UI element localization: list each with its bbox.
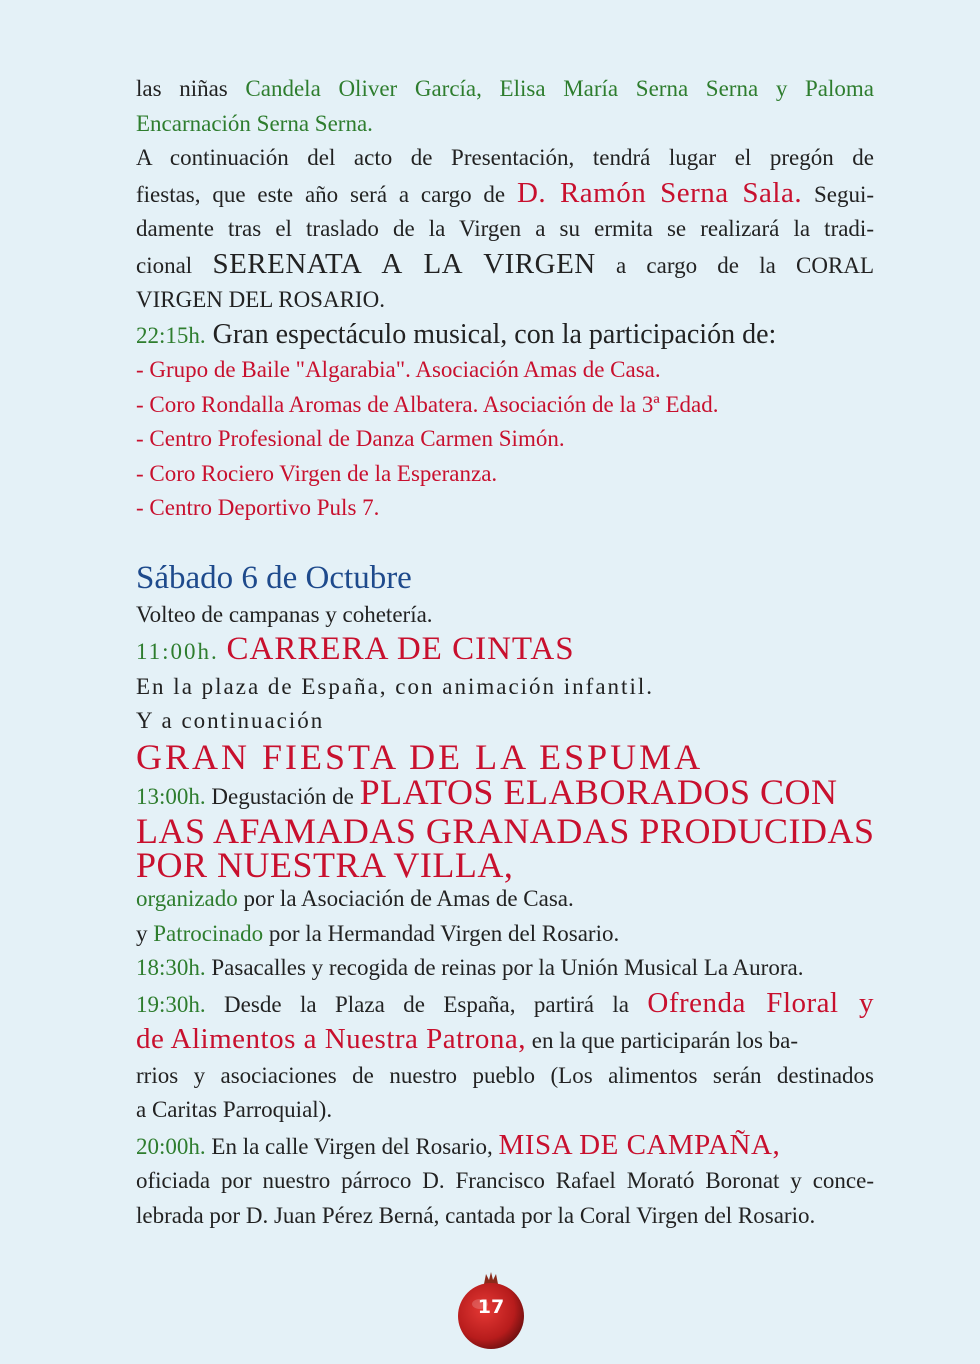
list-item: - Coro Rondalla Aromas de Albatera. Asociación de la 3ª Edad. — [136, 391, 719, 417]
event-title: LAS AFAMADAS GRANADAS PRODUCIDAS — [136, 811, 875, 851]
event-title: CARRERA DE CINTAS — [226, 631, 575, 667]
event-title: MISA DE CAMPAÑA, — [498, 1128, 781, 1161]
text: Segui- — [802, 181, 874, 207]
text: las niñas — [136, 76, 246, 101]
text-line — [136, 1022, 874, 1059]
time-label: 20:00h. — [136, 1133, 206, 1159]
text: Desde la Plaza de España, partirá la — [205, 991, 648, 1017]
text: cional — [136, 252, 213, 278]
text-line: Volteo de campanas y cohetería. — [136, 601, 433, 627]
page-content — [136, 72, 874, 1233]
text-line: En la plaza de España, con animación infantil. — [136, 673, 654, 699]
text-line — [136, 632, 874, 670]
text: por la Asociación de Amas de Casa. — [237, 886, 574, 911]
show-line — [136, 318, 874, 354]
page-number: 17 — [477, 1296, 505, 1318]
text-line: Encarnación Serna Serna. — [136, 110, 373, 136]
page-number-badge — [454, 1270, 528, 1350]
day-heading: Sábado 6 de Octubre — [136, 559, 412, 596]
text: y — [136, 920, 154, 946]
text: fiestas, que este año será a cargo de — [136, 181, 517, 207]
event-title: POR NUESTRA VILLA, — [136, 845, 514, 885]
text-line: rrios y asociaciones de nuestro pueblo (Los alimentos serán destinados — [136, 1062, 874, 1088]
list-item: - Centro Deportivo Puls 7. — [136, 495, 380, 520]
text-line — [136, 882, 874, 917]
event-title: Ofrenda Floral y — [647, 986, 875, 1019]
text-line — [136, 1128, 874, 1165]
list-item: - Centro Profesional de Danza Carmen Simón. — [136, 426, 565, 451]
text-line: a Caritas Parroquial). — [136, 1097, 333, 1122]
text-line: damente tras el traslado de la Virgen a su ermita se realizará la tradi- — [136, 216, 874, 241]
text-line — [136, 72, 874, 107]
list-item: - Coro Rociero Virgen de la Esperanza. — [136, 460, 498, 486]
event-title: GRAN FIESTA DE LA ESPUMA — [136, 736, 704, 777]
list-item: - Grupo de Baile "Algarabia". Asociación Amas de Casa. — [136, 357, 661, 382]
text-line: oficiada por nuestro párroco D. Francisco Rafael Morató Boronat y conce- — [136, 1168, 874, 1193]
text: a cargo de la CORAL — [595, 252, 875, 278]
preacher-name: D. Ramón Serna Sala. — [516, 176, 803, 209]
event-title: de Alimentos a Nuestra Patrona, — [136, 1023, 526, 1055]
show-title: Gran espectáculo musical, con la participación de: — [205, 318, 777, 350]
text-line — [136, 986, 874, 1023]
event-title: PLATOS ELABORADOS CON — [359, 771, 838, 812]
time-label: 11:00h. — [136, 639, 219, 664]
text: en la que participarán los ba- — [526, 1028, 799, 1053]
text: Degustación de — [205, 783, 360, 809]
text-line — [136, 247, 874, 284]
text-line: Y a continuación — [136, 708, 325, 733]
text-line — [136, 771, 874, 815]
text: Pasacalles y recogida de reinas por la Unión Musical La Aurora. — [205, 955, 804, 980]
text-line — [136, 917, 874, 952]
text-line: VIRGEN DEL ROSARIO. — [136, 287, 385, 312]
text: Patrocinado — [153, 920, 264, 946]
time-label: 22:15h. — [136, 322, 206, 348]
text: En la calle Virgen del Rosario, — [205, 1133, 499, 1159]
time-label: 18:30h. — [136, 955, 206, 980]
text-line: A continuación del acto de Presentación, tendrá lugar el pregón de — [136, 145, 874, 170]
names-text: Candela Oliver García, Elisa María Serna Serna y Paloma — [245, 76, 874, 101]
time-label: 19:30h. — [136, 991, 206, 1017]
text-line — [136, 951, 874, 986]
text-line — [136, 176, 874, 213]
text: por la Hermandad Virgen del Rosario. — [263, 920, 620, 946]
serenata-title: SERENATA A LA VIRGEN — [212, 247, 596, 280]
time-label: 13:00h. — [136, 783, 206, 809]
text-line: lebrada por D. Juan Pérez Berná, cantada por la Coral Virgen del Rosario. — [136, 1202, 816, 1228]
text: organizado — [136, 886, 238, 911]
